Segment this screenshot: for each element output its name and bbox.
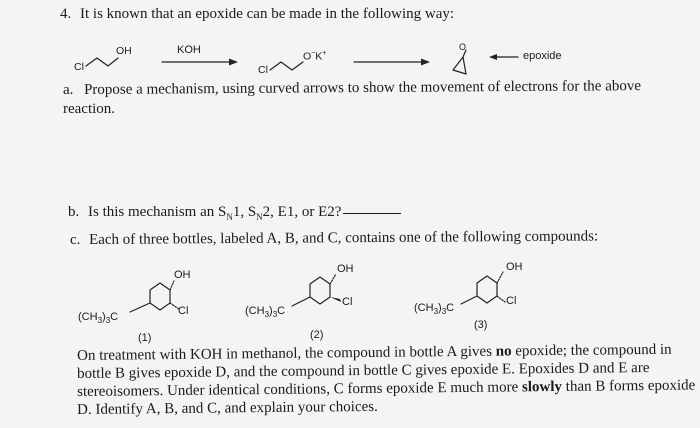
- part-a-line1: Propose a mechanism, using curved arrows to show the movement of electrons for the above: [84, 78, 642, 98]
- compound-3-number: (3): [474, 319, 488, 331]
- part-a-line2: reaction.: [63, 101, 116, 117]
- compound-3-ring: [477, 276, 497, 303]
- compound-1-cl: Cl: [178, 305, 189, 317]
- compound-3-cl: Cl: [506, 295, 517, 307]
- compound-3-group: $(CH_3)_3C$: [414, 302, 455, 317]
- compound-3-oh: OH: [506, 261, 523, 273]
- compound-3-tbu-bond: [461, 296, 477, 304]
- final-line-4: D. Identify A, B, and C, and explain your choices.: [77, 398, 378, 418]
- compound-2-oh: OH: [337, 263, 354, 275]
- compound-1-group: $(CH_3)_3C$: [78, 311, 119, 326]
- compound-1-tbu-bond: [130, 303, 150, 312]
- compound-2-ring: [310, 277, 330, 304]
- intermediate-cl: Cl: [258, 64, 268, 76]
- compound-2-cl: Cl: [342, 296, 353, 308]
- part-c-label: c.: [70, 232, 81, 248]
- reactant-cl: Cl: [74, 61, 84, 73]
- compound-2-tbu-bond: [292, 297, 310, 306]
- part-b-label: b.: [68, 204, 80, 220]
- epoxide-label: epoxide: [523, 50, 562, 62]
- final-line-1: On treatment with KOH in methanol, the compound in bottle A gives no epoxide; the compound in: [77, 341, 672, 364]
- epoxide-oxygen: O: [459, 42, 467, 52]
- compound-1-oh-bond: [170, 281, 174, 290]
- intermediate-alkoxide: O−K+: [303, 50, 327, 63]
- compound-2-number: (2): [310, 329, 324, 341]
- part-b-question: Is this mechanism an $S_N1$, $S_N2$, E1, or E2?: [88, 204, 401, 222]
- compound-3-cl-bond: [497, 296, 505, 302]
- compound-2-oh-bond: [330, 274, 336, 284]
- compound-1-ring: [150, 283, 170, 310]
- final-line-2: bottle B gives epoxide D, and the compound in bottle C gives epoxide E. Epoxides D and E are: [77, 360, 650, 382]
- compound-1-oh: OH: [174, 269, 191, 281]
- question-number: 4.: [60, 6, 72, 22]
- compound-2-cl-wedge: [330, 297, 341, 302]
- part-c-text: Each of three bottles, labeled A, B, and C, contains one of the following compounds:: [89, 228, 599, 248]
- reagent-koh: KOH: [177, 44, 201, 56]
- compound-1-number: (1): [138, 332, 152, 344]
- part-a-label: a.: [63, 82, 74, 98]
- question-stem: It is known that an epoxide can be made in the following way:: [80, 6, 455, 22]
- final-line-3: stereoisomers. Under identical conditions, C forms epoxide E much more slowly than B forms epoxide: [77, 377, 696, 400]
- compound-2-group: $(CH_3)_3C$: [245, 305, 286, 320]
- reactant-oh: OH: [116, 45, 132, 57]
- compound-3-oh-bond: [497, 272, 503, 283]
